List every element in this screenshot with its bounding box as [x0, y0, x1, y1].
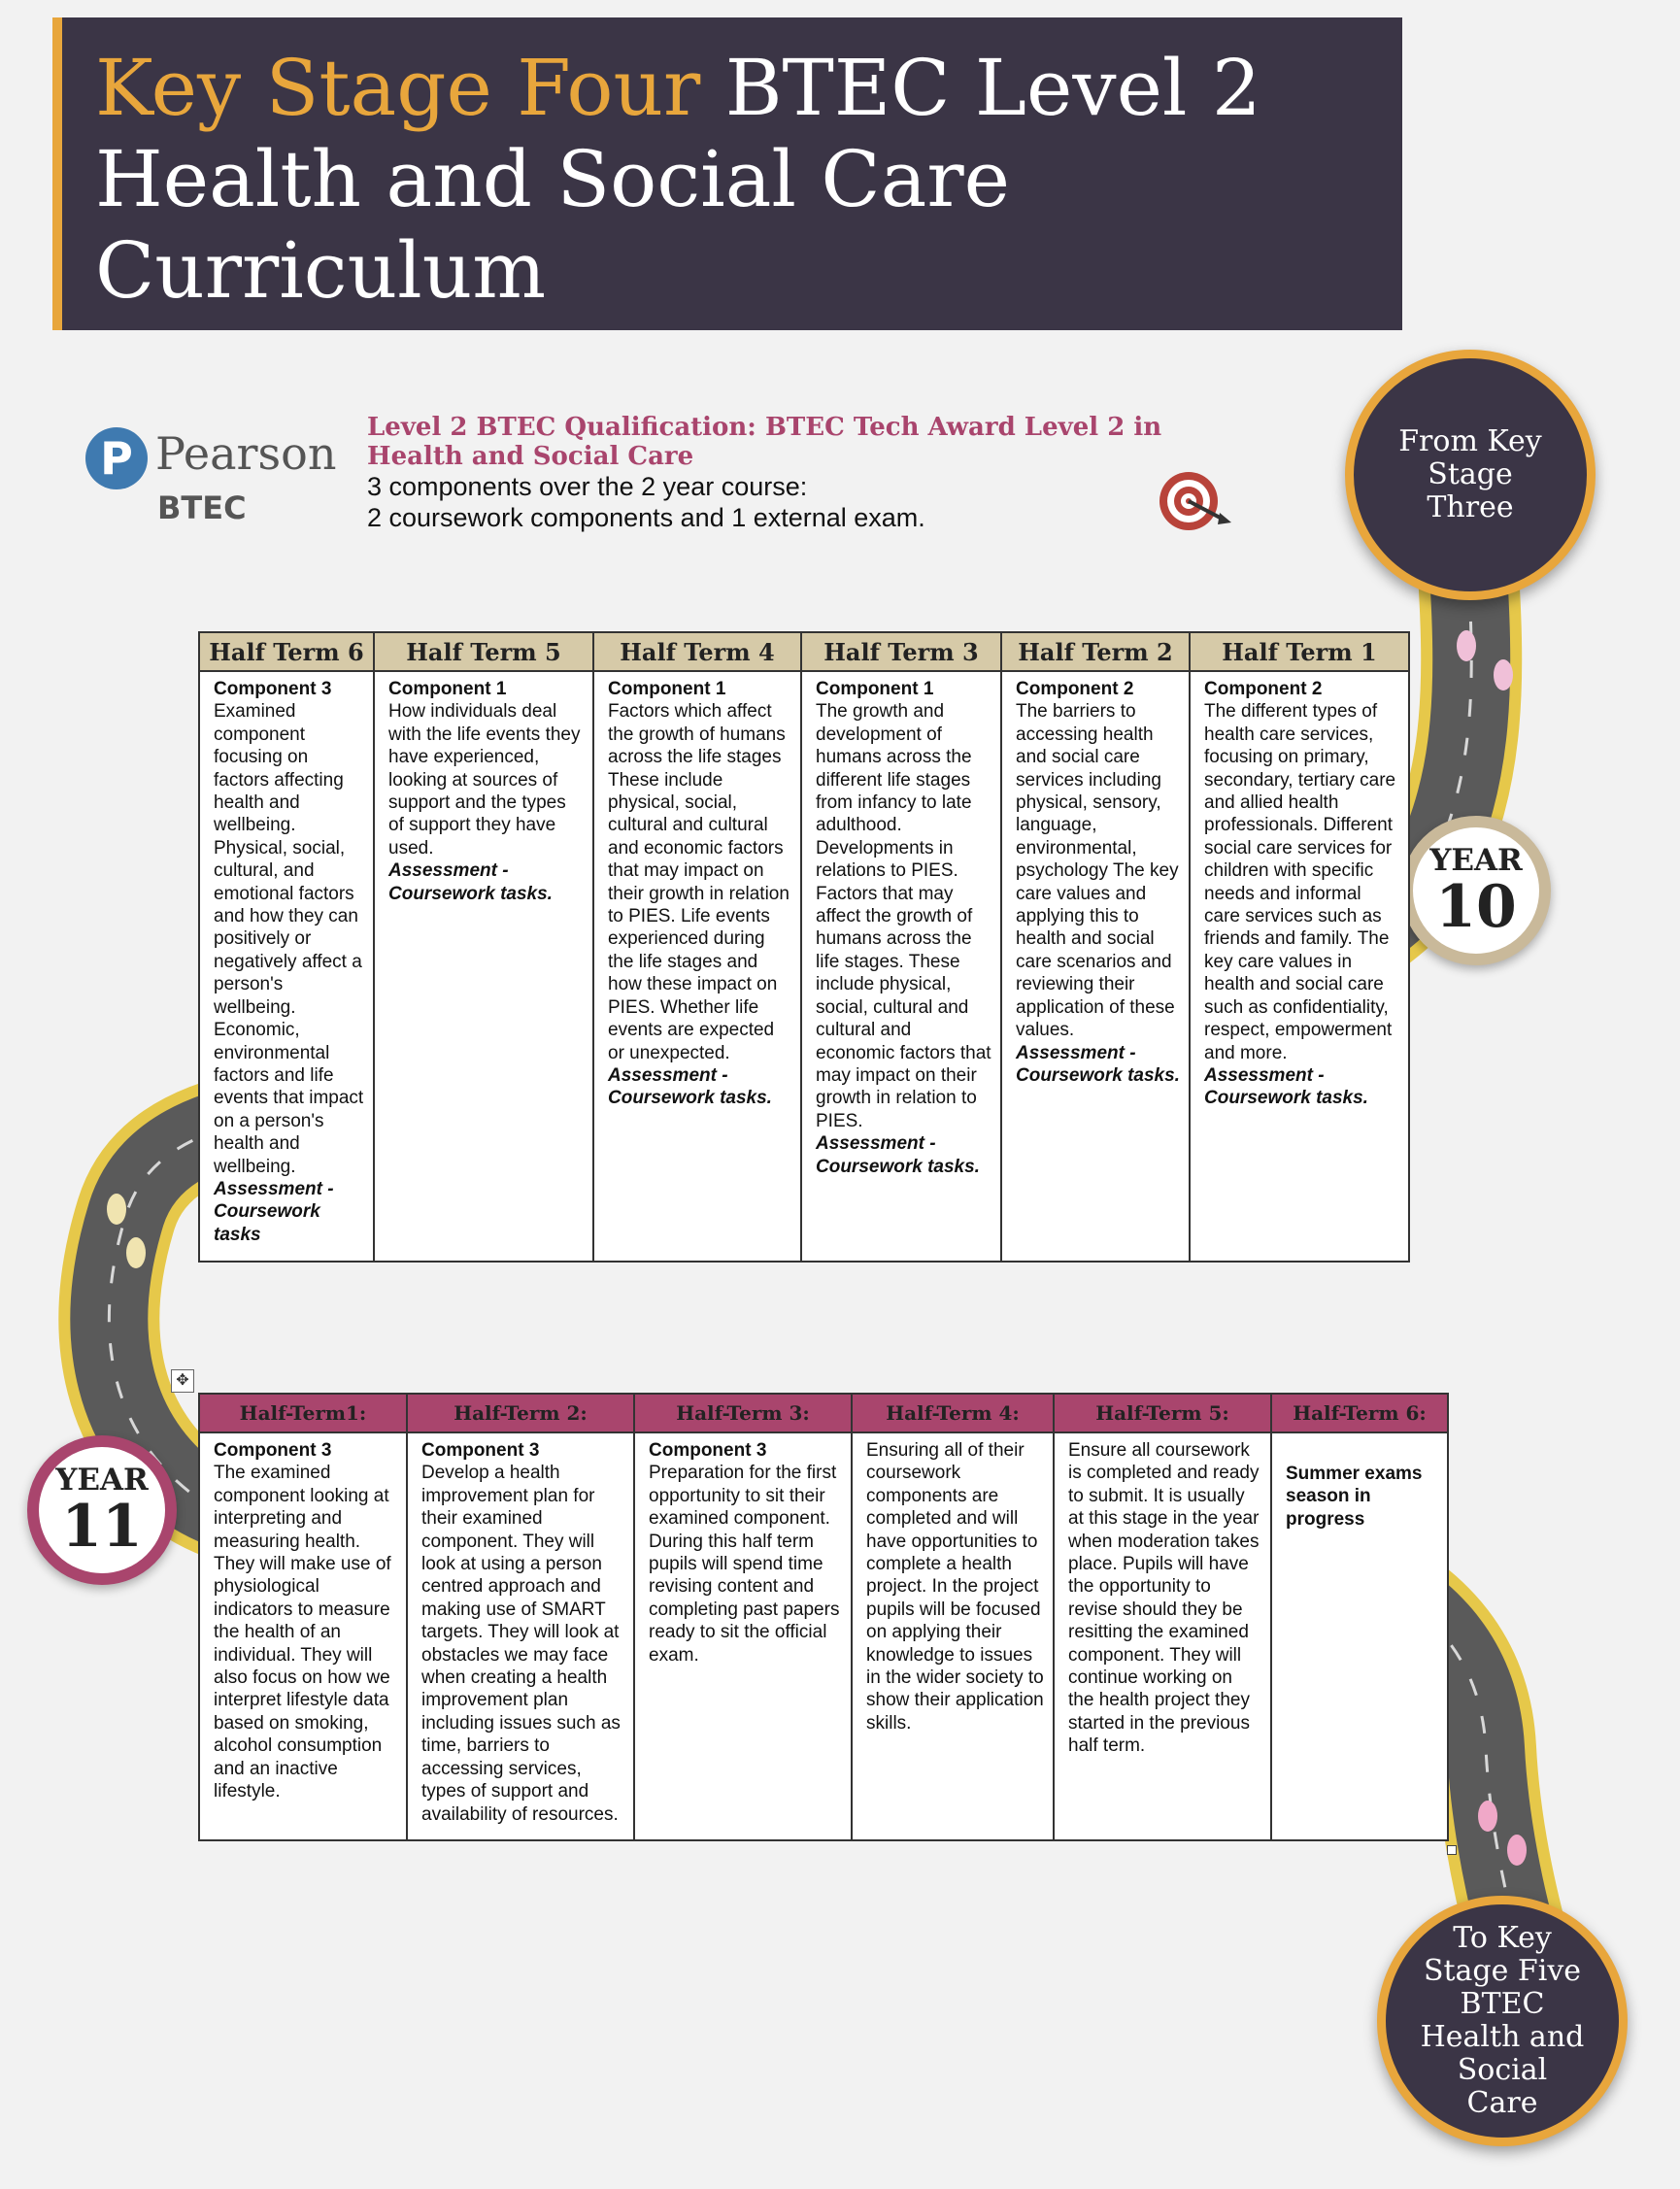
qualification-line-1: 3 components over the 2 year course:	[367, 472, 808, 501]
component-label: Component 1	[608, 679, 726, 699]
cell-text: Preparation for the first opportunity to sit their examined component. During this half term pupils will spend time revising content and completing past papers ready to sit the official exam.	[649, 1463, 840, 1666]
assessment-label: Assessment - Coursework tasks.	[1016, 1042, 1180, 1086]
year-10-table	[198, 631, 1410, 1263]
table-cell	[1001, 671, 1190, 1262]
table-header: Half-Term 2:	[407, 1394, 634, 1432]
table-cell	[1271, 1432, 1448, 1840]
table-header: Half-Term 5:	[1054, 1394, 1271, 1432]
component-label: Component 3	[214, 679, 332, 699]
year-10-word: YEAR	[1429, 843, 1523, 878]
component-label: Component 3	[214, 1440, 332, 1461]
component-label: Component 2	[1016, 679, 1134, 699]
table-header: Half Term 5	[374, 632, 593, 671]
table-header: Half-Term 6:	[1271, 1394, 1448, 1432]
table-row	[199, 671, 1409, 1262]
year-11-badge	[27, 1435, 177, 1585]
assessment-label: Assessment - Coursework tasks	[214, 1178, 334, 1245]
component-label: Component 3	[649, 1440, 767, 1461]
table-cell	[407, 1432, 634, 1840]
title-accent: Key Stage Four	[95, 43, 701, 133]
cell-text: Examined component focusing on factors affecting health and wellbeing. Physical, social, cultural, and emotional factors and how they can positively or negatively affect a person's wellbeing. Economic, environmental factors and life events that impact on a person's health and wellbeing.	[214, 701, 364, 1177]
title-line2: Health and Social Care	[95, 134, 1010, 224]
cell-text: The different types of health care services, focusing on primary, secondary, tertiary care and allied health professionals. Different social care services for children with specific needs and informal care services such as friends and family. The key care values in health and social care such as confidentiality, respect, empowerment and more.	[1204, 701, 1396, 1063]
year-11-number: 11	[61, 1493, 143, 1561]
table-move-icon[interactable]: ✥	[171, 1369, 194, 1393]
summer-exams-text: Summer exams season in progress	[1286, 1464, 1423, 1530]
cell-text: Ensuring all of their coursework components are completed and will have opportunities to complete a health project. In the project pupils will be focused on applying their knowledge to issues in the wider society to show their application skills.	[866, 1440, 1044, 1734]
logo-name: Pearson	[155, 427, 337, 480]
table-header: Half-Term 3:	[634, 1394, 852, 1432]
table-header: Half-Term 4:	[852, 1394, 1054, 1432]
from-circle-label: From Key Stage Three	[1398, 424, 1542, 524]
table-cell	[374, 671, 593, 1262]
title-line1-rest: BTEC Level 2	[700, 43, 1261, 133]
cell-text: The barriers to accessing health and social care services including physical, sensory, language, environmental, psychology The key care values and applying this to health and social care scenarios and reviewing their application of these values.	[1016, 701, 1179, 1041]
cell-text: How individuals deal with the life events they have experienced, looking at sources of support and the types of support they have used.	[388, 701, 581, 859]
table-header: Half Term 2	[1001, 632, 1190, 671]
table-resize-handle[interactable]	[1447, 1845, 1457, 1855]
pearson-p-icon: P	[85, 427, 148, 489]
title-banner	[52, 17, 1402, 330]
qualification-title: Level 2 BTEC Qualification: BTEC Tech Award Level 2 in Health and Social Care	[367, 413, 1162, 471]
page-title	[95, 43, 1402, 317]
target-icon	[1156, 466, 1233, 534]
assessment-label: Assessment - Coursework tasks.	[388, 860, 553, 904]
table-header-row	[199, 632, 1409, 671]
table-header: Half Term 3	[801, 632, 1001, 671]
year-10-badge	[1401, 816, 1551, 965]
table-row	[199, 1432, 1448, 1840]
cell-text: Factors which affect the growth of humans across the life stages These include physical, social, cultural and cultural and economic factors that may impact on their growth in relation to PIES. Life events experienced during the life stages and how these impact on PIES. Whether life events are expected or unexpected.	[608, 701, 790, 1063]
table-cell	[634, 1432, 852, 1840]
pearson-logo	[85, 423, 337, 530]
assessment-label: Assessment - Coursework tasks.	[816, 1133, 980, 1177]
table-header-row	[199, 1394, 1448, 1432]
table-header: Half Term 4	[593, 632, 801, 671]
assessment-label: Assessment - Coursework tasks.	[608, 1064, 772, 1109]
cell-text: Develop a health improvement plan for their examined component. They will look at using a person centred approach and making use of SMART targets. They will look at obstacles we may face when creating a health improvement plan including issues such as time, barriers to accessing services, types of support and availability of resources.	[421, 1463, 621, 1825]
table-cell	[1190, 671, 1409, 1262]
table-cell	[199, 1432, 407, 1840]
component-label: Component 2	[1204, 679, 1323, 699]
year-11-word: YEAR	[55, 1463, 149, 1498]
to-circle-label: To Key Stage Five BTEC Health and Social Care	[1420, 1921, 1585, 2120]
qualification-info	[367, 413, 1222, 533]
component-label: Component 1	[388, 679, 507, 699]
component-label: Component 1	[816, 679, 934, 699]
table-cell	[1054, 1432, 1271, 1840]
cell-text: The growth and development of humans across the different life stages from infancy to late adulthood. Developments in relations to PIES. Factors that may affect the growth of humans across the life stages. These include physical, social, cultural and cultural and economic factors that may impact on their growth in relation to PIES.	[816, 701, 991, 1131]
table-cell	[852, 1432, 1054, 1840]
cell-text: The examined component looking at interpreting and measuring health. They will make use of physiological indicators to measure the health of an individual. They will also focus on how we interpret lifestyle data based on smoking, alcohol consumption and an inactive lifestyle.	[214, 1463, 391, 1802]
table-cell	[199, 671, 374, 1262]
component-label: Component 3	[421, 1440, 540, 1461]
title-line3: Curriculum	[95, 225, 547, 316]
to-key-stage-five-circle	[1377, 1896, 1628, 2146]
assessment-label: Assessment - Coursework tasks.	[1204, 1064, 1368, 1109]
table-header: Half Term 6	[199, 632, 374, 671]
table-header: Half Term 1	[1190, 632, 1409, 671]
qualification-line-2: 2 coursework components and 1 external exam.	[367, 503, 925, 532]
table-header: Half-Term1:	[199, 1394, 407, 1432]
year-10-number: 10	[1435, 873, 1517, 941]
cell-text: Ensure all coursework is completed and ready to submit. It is usually at this stage in the year when moderation takes place. Pupils will have the opportunity to revise should they be resitting the examined component. They will continue working on the health project they started in the previous half term.	[1068, 1440, 1260, 1757]
table-cell	[593, 671, 801, 1262]
year-11-table	[198, 1393, 1449, 1841]
from-key-stage-three-circle	[1345, 350, 1596, 600]
table-cell	[801, 671, 1001, 1262]
logo-sub: BTEC	[157, 489, 247, 526]
